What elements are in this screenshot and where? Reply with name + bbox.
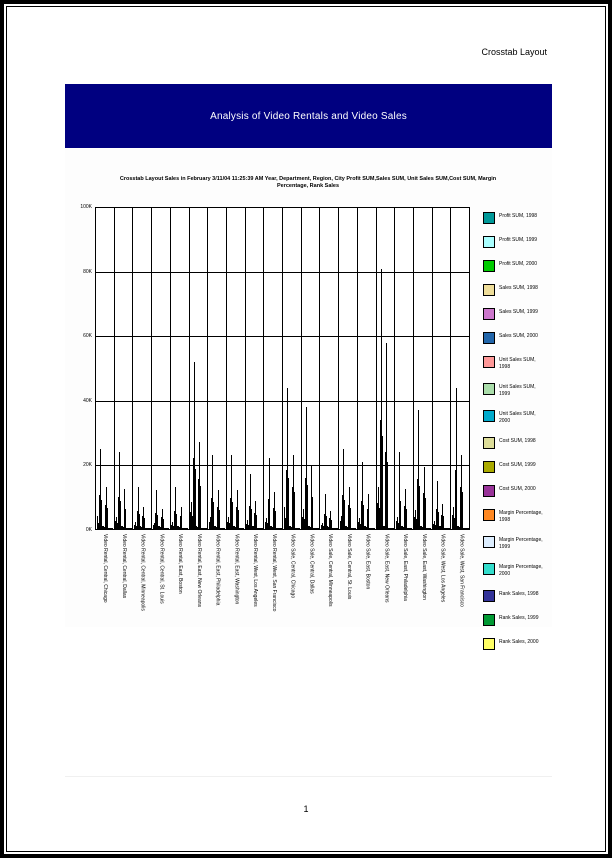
- bar: [355, 528, 356, 529]
- bar: [181, 518, 182, 529]
- bar: [281, 528, 282, 529]
- legend-swatch: [483, 437, 495, 449]
- report-header-label: Crosstab Layout: [481, 47, 547, 57]
- chart-title: [85, 176, 531, 191]
- x-axis-label-cell: [395, 534, 414, 630]
- legend-label: Sales SUM, 1998: [499, 285, 538, 291]
- category-group: [171, 208, 190, 529]
- x-axis-label: Video Rental, Central, Chicago: [102, 534, 109, 603]
- legend-swatch: [483, 332, 495, 344]
- bar: [200, 486, 201, 529]
- x-axis-label-cell: [264, 534, 283, 630]
- legend-item: [483, 383, 555, 398]
- bar: [382, 436, 383, 529]
- bar: [101, 500, 102, 529]
- legend-label: Unit Sales SUM, 2000: [499, 411, 536, 424]
- x-axis-label-cell: [283, 534, 302, 630]
- x-axis-label: Video Sale, East, New Orleans: [383, 534, 390, 603]
- x-axis-label: Video Sale, Central, Dallas: [308, 534, 315, 594]
- x-axis-label-cell: [151, 534, 170, 630]
- category-group: [451, 208, 469, 529]
- bar: [406, 509, 407, 529]
- title-banner: [65, 84, 552, 148]
- footer-divider: [65, 776, 552, 777]
- legend-item: [483, 638, 555, 650]
- bar: [400, 501, 401, 529]
- x-axis-label: Video Rental, East, New Orleans: [195, 534, 202, 608]
- x-axis-label-cell: [433, 534, 452, 630]
- bar: [307, 485, 308, 529]
- chart-title-line2: Percentage, Rank Sales: [276, 183, 340, 190]
- bar: [219, 510, 220, 529]
- bar: [238, 510, 239, 529]
- x-axis-label: Video Rental, Central, Minneapolis: [139, 534, 146, 611]
- bar: [262, 528, 263, 529]
- bar: [449, 528, 450, 529]
- legend-item: [483, 509, 555, 524]
- category-group: [320, 208, 339, 529]
- category-group: [302, 208, 321, 529]
- legend-item: [483, 332, 555, 344]
- bar: [419, 486, 420, 529]
- legend-label: Cost SUM, 1998: [499, 438, 536, 444]
- bar: [462, 492, 463, 529]
- category-group: [377, 208, 396, 529]
- legend-item: [483, 260, 555, 272]
- bar: [344, 500, 345, 529]
- legend-label: Cost SUM, 2000: [499, 486, 536, 492]
- legend-item: [483, 536, 555, 551]
- legend-label: Unit Sales SUM, 1998: [499, 357, 536, 370]
- legend-swatch: [483, 563, 495, 575]
- y-axis-tick-label: 40K: [83, 397, 92, 404]
- x-axis-label: Video Sale, East, Washington: [420, 534, 427, 600]
- legend-item: [483, 614, 555, 626]
- bar: [275, 511, 276, 529]
- x-axis-label-cell: [226, 534, 245, 630]
- category-group: [190, 208, 209, 529]
- y-axis-tick-label: 0K: [85, 527, 92, 533]
- x-axis-label: Video Sale, Central, Chicago: [289, 534, 296, 599]
- x-axis-label: Video Sale, East, Philadelphia: [402, 534, 409, 601]
- x-axis-label-cell: [358, 534, 377, 630]
- category-group: [433, 208, 452, 529]
- bar: [112, 528, 113, 529]
- bar: [168, 528, 169, 529]
- legend-swatch: [483, 638, 495, 650]
- bar: [294, 492, 295, 529]
- x-axis-label: Video Rental, West, Los Angeles: [252, 534, 259, 607]
- bar: [131, 528, 132, 529]
- legend-label: Sales SUM, 1999: [499, 309, 538, 315]
- bar: [256, 515, 257, 529]
- legend-item: [483, 461, 555, 473]
- legend-label: Unit Sales SUM, 1999: [499, 384, 536, 397]
- bar: [350, 508, 351, 529]
- y-axis: [65, 204, 93, 533]
- category-group: [115, 208, 134, 529]
- category-group: [283, 208, 302, 529]
- legend-swatch: [483, 509, 495, 521]
- page-frame: [4, 4, 608, 854]
- category-group: [96, 208, 115, 529]
- x-axis-label-cell: [451, 534, 470, 630]
- page-number: 1: [303, 804, 309, 814]
- legend-label: Profit SUM, 1999: [499, 237, 538, 243]
- category-group: [395, 208, 414, 529]
- bar: [299, 528, 300, 529]
- bar: [206, 528, 207, 529]
- legend-label: Sales SUM, 2000: [499, 333, 538, 339]
- legend-swatch: [483, 284, 495, 296]
- x-axis-label: Video Rental, West, San Francisco: [270, 534, 277, 612]
- y-axis-tick-label: 60K: [83, 333, 92, 340]
- category-group: [208, 208, 227, 529]
- legend-swatch: [483, 485, 495, 497]
- x-axis-label: Video Sale, West, San Francisco: [458, 534, 465, 607]
- x-axis-label-cell: [114, 534, 133, 630]
- category-group: [133, 208, 152, 529]
- legend-swatch: [483, 236, 495, 248]
- legend-item: [483, 410, 555, 425]
- bar: [337, 528, 338, 529]
- legend-item: [483, 590, 555, 602]
- legend-label: Margin Percentage, 1998: [499, 510, 543, 523]
- report-page: [6, 6, 606, 852]
- x-axis-label: Video Sale, West, Los Angeles: [439, 534, 446, 603]
- legend-swatch: [483, 461, 495, 473]
- bar: [425, 498, 426, 529]
- x-axis-label: Video Rental, Central, Dallas: [120, 534, 127, 599]
- bar: [387, 462, 388, 529]
- plot-area: [95, 207, 470, 530]
- bar: [150, 528, 151, 529]
- bar: [125, 509, 126, 529]
- bar: [107, 508, 108, 529]
- category-group: [414, 208, 433, 529]
- bar: [468, 528, 469, 529]
- x-axis-label-cell: [189, 534, 208, 630]
- legend-swatch: [483, 212, 495, 224]
- x-axis-label-cell: [170, 534, 189, 630]
- category-group: [246, 208, 265, 529]
- x-axis-label: Video Sale, East, Boston: [364, 534, 371, 590]
- legend-swatch: [483, 536, 495, 548]
- x-axis-label-cell: [414, 534, 433, 630]
- legend: [483, 212, 555, 662]
- bar: [368, 511, 369, 529]
- bar: [393, 528, 394, 529]
- x-axis: [95, 534, 470, 630]
- legend-swatch: [483, 410, 495, 422]
- bar: [288, 478, 289, 529]
- x-axis-label-cell: [339, 534, 358, 630]
- legend-label: Profit SUM, 1998: [499, 213, 538, 219]
- report-title: Analysis of Video Rentals and Video Sales: [210, 110, 407, 122]
- legend-swatch: [483, 308, 495, 320]
- bar: [443, 516, 444, 529]
- legend-label: Margin Percentage, 2000: [499, 564, 543, 577]
- category-group: [152, 208, 171, 529]
- category-group: [264, 208, 283, 529]
- category-group: [227, 208, 246, 529]
- bar: [232, 502, 233, 529]
- legend-label: Profit SUM, 2000: [499, 261, 538, 267]
- x-axis-label-cell: [133, 534, 152, 630]
- x-axis-label-cell: [320, 534, 339, 630]
- x-axis-label: Video Rental, East, Boston: [177, 534, 184, 594]
- bar: [363, 505, 364, 529]
- legend-item: [483, 284, 555, 296]
- y-axis-tick-label: 80K: [83, 268, 92, 275]
- x-axis-label-cell: [245, 534, 264, 630]
- bar: [374, 528, 375, 529]
- bar: [243, 528, 244, 529]
- bar: [411, 528, 412, 529]
- bar: [120, 501, 121, 529]
- bar: [456, 401, 457, 529]
- x-axis-label-cell: [95, 534, 114, 630]
- legend-item: [483, 308, 555, 320]
- x-axis-label-cell: [208, 534, 227, 630]
- x-axis-label-cell: [301, 534, 320, 630]
- bar: [269, 504, 270, 529]
- x-axis-label: Video Rental, Central, St. Louis: [158, 534, 165, 604]
- legend-item: [483, 563, 555, 578]
- chart-title-line1: Crosstab Layout Sales in February 3/11/04 11:25:39 AM Year, Department, Region, City Profit SUM,Sales SUM, Unit Sales SUM,Cost SUM, Margin: [119, 176, 497, 182]
- legend-swatch: [483, 260, 495, 272]
- bar: [187, 528, 188, 529]
- legend-item: [483, 356, 555, 371]
- legend-item: [483, 437, 555, 449]
- category-group: [339, 208, 358, 529]
- legend-swatch: [483, 614, 495, 626]
- x-axis-label-cell: [376, 534, 395, 630]
- x-axis-label: Video Sale, Central, St. Louis: [345, 534, 352, 600]
- legend-swatch: [483, 590, 495, 602]
- bar: [144, 518, 145, 529]
- legend-item: [483, 212, 555, 224]
- bar: [224, 528, 225, 529]
- legend-label: Rank Sales, 1999: [499, 615, 539, 621]
- category-group: [358, 208, 377, 529]
- legend-swatch: [483, 356, 495, 368]
- legend-label: Rank Sales, 1998: [499, 591, 539, 597]
- legend-label: Cost SUM, 1999: [499, 462, 536, 468]
- y-axis-tick-label: 100K: [80, 204, 92, 210]
- bar: [195, 469, 196, 529]
- legend-item: [483, 485, 555, 497]
- x-axis-label: Video Rental, East, Washington: [233, 534, 240, 605]
- bar: [312, 497, 313, 529]
- legend-swatch: [483, 383, 495, 395]
- legend-label: Margin Percentage, 1999: [499, 537, 543, 550]
- bar: [318, 528, 319, 529]
- chart: [65, 149, 552, 645]
- bar: [430, 528, 431, 529]
- legend-item: [483, 236, 555, 248]
- x-axis-label: Video Rental, East, Philadelphia: [214, 534, 221, 606]
- x-axis-label: Video Sale, Central, Minneapolis: [327, 534, 334, 607]
- legend-label: Rank Sales, 2000: [499, 639, 539, 645]
- y-axis-tick-label: 20K: [83, 462, 92, 469]
- bar: [213, 502, 214, 529]
